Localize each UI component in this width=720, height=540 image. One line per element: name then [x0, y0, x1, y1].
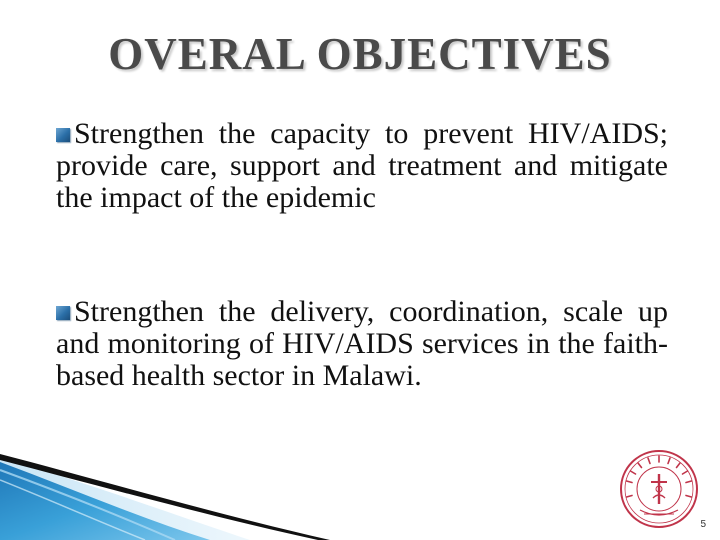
bullet-text: Strengthen the delivery, coordination, scale up and monitoring of HIV/AIDS services in the faith-based health sector in Malawi. — [56, 295, 668, 392]
seal-logo-icon — [618, 448, 700, 530]
bullet-text: Strengthen the capacity to prevent HIV/AIDS; provide care, support and treatment and mitigate the impact of the epidemic — [56, 117, 668, 214]
page-number: 5 — [700, 519, 706, 530]
square-bullet-icon — [56, 306, 70, 320]
square-bullet-icon — [56, 128, 70, 142]
bullet-item-1 — [56, 118, 668, 214]
slide-title: OVERAL OBJECTIVES — [108, 29, 612, 79]
decorative-swoosh — [0, 440, 340, 540]
bullet-item-2 — [56, 296, 668, 392]
